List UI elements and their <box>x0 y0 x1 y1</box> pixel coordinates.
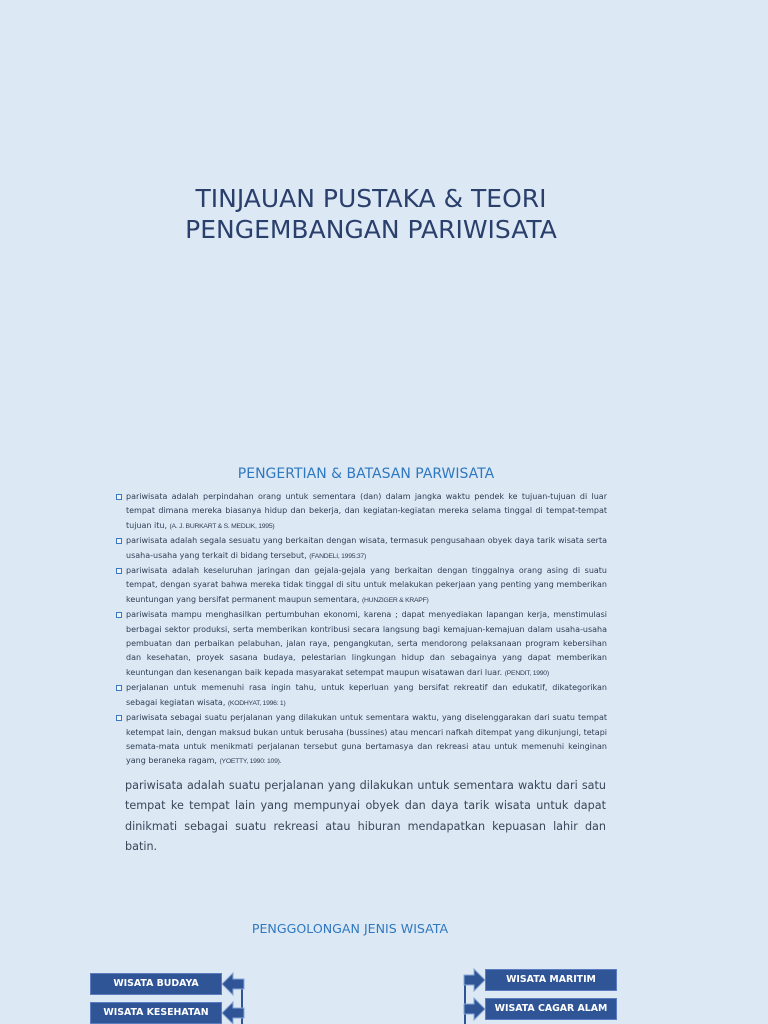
definition-citation: (YOETTY, 1990: 109). <box>219 758 282 766</box>
square-bullet-icon <box>116 685 122 691</box>
definition-item <box>114 564 607 608</box>
left-arrow-icon <box>222 973 244 995</box>
definition-item <box>114 490 607 534</box>
definition-item <box>114 681 607 711</box>
square-bullet-icon <box>116 715 122 721</box>
definition-citation: (HUNZIGER & KRAPF) <box>362 596 429 604</box>
page-title-line: TINJAUAN PUSTAKA & TEORI <box>195 184 547 213</box>
category-box-budaya: WISATA BUDAYA <box>90 973 222 995</box>
category-box-maritim: WISATA MARITIM <box>485 969 617 991</box>
definition-text: pariwisata sebagai suatu perjalanan yang dilakukan untuk sementara waktu, yang diselenggarakan dari suatu tempat ketempat lain, dengan maksud bukan untuk berusaha (bussines) atau mencari nafkah ditempat yang dikunjungi, tetapi semata-mata untuk menikmati perjalanan tersebut guna bertamasya dan rekreasi atau untuk memenuhi keinginan yang beraneka ragam, <box>126 713 607 766</box>
classification-heading: PENGGOLONGAN JENIS WISATA <box>251 921 449 936</box>
definition-text: pariwisata adalah perpindahan orang untuk sementara (dan) dalam jangka waktu pendek ke tujuan-tujuan di luar tempat dimana mereka biasanya hidup dan bekerja, dan kegiatan-kegiatan mereka selama tinggal di tempat-tempat tujuan itu, <box>126 492 607 530</box>
definition-text: perjalanan untuk memenuhi rasa ingin tahu, untuk keperluan yang bersifat rekreatif dan edukatif, dikategorikan sebagai kegiatan wisata, <box>126 683 607 707</box>
definition-item <box>114 534 607 564</box>
definitions-list <box>114 490 607 770</box>
category-box-cagar-alam: WISATA CAGAR ALAM <box>485 998 617 1020</box>
definition-text: pariwisata mampu menghasilkan pertumbuhan ekonomi, karena ; dapat menyediakan lapangan kerja, menstimulasi berbagai sektor produksi, serta memberikan kontribusi secara langsung bagi kemajuan-kemajuan dalam usaha-usaha pembuatan dan perbaikan pelabuhan, jalan raya, pengangkutan, serta mendorong pelaksanaan program kebersihan dan kesehatan, proyek sasana budaya, pelestarian lingkungan hidup dan sebagainya yang dapat memberikan keuntungan dan kesenangan baik kepada masyarakat setempat maupun wisatawan dari luar. <box>126 610 607 677</box>
page-title-line: PENGEMBANGAN PARIWISATA <box>185 215 557 244</box>
definitions-section <box>114 490 607 858</box>
right-arrow-icon <box>464 998 485 1020</box>
definition-citation: (FANDELI, 1995:37) <box>309 552 366 560</box>
square-bullet-icon <box>116 612 122 618</box>
definition-citation: (PENDIT, 1990) <box>504 669 549 677</box>
definition-citation: (A. J. BURKART & S. MEDLIK, 1995) <box>169 522 275 530</box>
definition-item <box>114 711 607 770</box>
definitions-heading: PENGERTIAN & BATASAN PARWISATA <box>237 466 495 482</box>
square-bullet-icon <box>116 494 122 500</box>
right-arrow-icon <box>464 969 485 991</box>
definition-text: pariwisata adalah keseluruhan jaringan dan gejala-gejala yang berkaitan dengan tinggalnya orang asing di suatu tempat, dengan syarat bahwa mereka tidak tinggal di situ untuk melakukan pekerjaan yang penting yang memberikan keuntungan yang bersifat permanent maupun sementara, <box>126 566 607 604</box>
definition-citation: (KODHYAT, 1996: 1) <box>227 699 286 707</box>
definition-item <box>114 608 607 681</box>
category-box-kesehatan: WISATA KESEHATAN <box>90 1002 222 1024</box>
summary-paragraph: pariwisata adalah suatu perjalanan yang dilakukan untuk sementara waktu dari satu tempat ke tempat lain yang mempunyai obyek dan daya tarik wisata untuk dapat dinikmati sebagai suatu rekreasi atau hiburan mendapatkan kepuasan lahir dan batin. <box>125 778 606 854</box>
left-arrow-icon <box>222 1002 244 1024</box>
page-title <box>0 183 742 245</box>
square-bullet-icon <box>116 538 122 544</box>
square-bullet-icon <box>116 568 122 574</box>
definition-text: pariwisata adalah segala sesuatu yang berkaitan dengan wisata, termasuk pengusahaan obyek daya tarik wisata serta usaha-usaha yang terkait di bidang tersebut, <box>126 536 607 560</box>
